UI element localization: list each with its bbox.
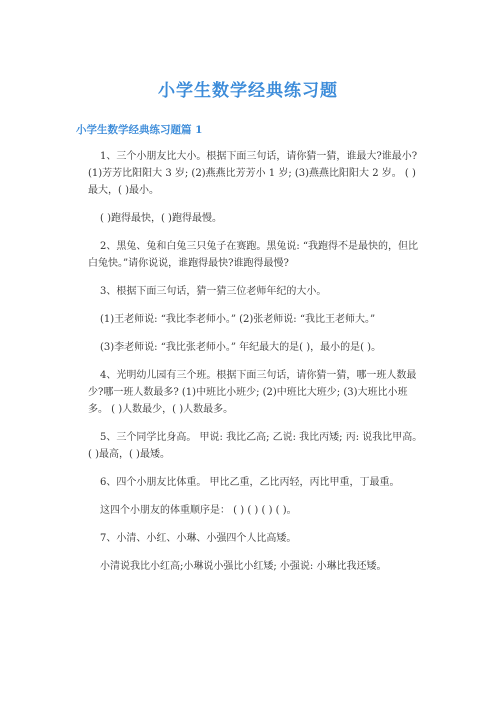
document-body	[88, 148, 424, 586]
paragraph-q7-line1	[88, 558, 424, 575]
paragraph-q4	[88, 367, 424, 418]
paragraph-text: 6、四个小朋友比体重。 甲比乙重，乙比丙轻，丙比甲重，丁最重。	[100, 477, 400, 488]
paragraph-answer-line	[88, 210, 424, 227]
paragraph-text: 1、三个小朋友比大小。根据下面三句话，请你猜一猜，谁最大?谁最小? (1)芳芳比阳阳大 3 岁; (2)燕燕比芳芳小 1 岁; (3)燕燕比阳阳大 2 岁。 ( )最大，( )最小。	[88, 151, 418, 196]
paragraph-q2	[88, 238, 424, 272]
paragraph-q5	[88, 429, 424, 463]
paragraph-q6	[88, 474, 424, 491]
paragraph-text: 这四个小朋友的体重顺序是： ( ) ( ) ( ) ( )。	[100, 505, 297, 516]
paragraph-q6-order	[88, 502, 424, 519]
paragraph-text: (1)王老师说: “我比李老师小。” (2)张老师说: “我比王老师大。”	[100, 314, 376, 325]
paragraph-text: 3、根据下面三句话，猜一猜三位老师年纪的大小。	[100, 286, 327, 297]
page-title: 小学生数学经典练习题	[158, 81, 338, 101]
paragraph-text: 5、三个同学比身高。 甲说: 我比乙高; 乙说: 我比丙矮; 丙: 说我比甲高。( )最高，( )最矮。	[88, 432, 423, 460]
paragraph-text: 4、光明幼儿园有三个班。根据下面三句话，请你猜一猜，哪一班人数最少?哪一班人数最多? (1)中班比小班少; (2)中班比大班少; (3)大班比小班多。 ( )人数最少，( )人数最多。	[88, 370, 417, 415]
paragraph-q3-line1	[88, 311, 424, 328]
paragraph-q1	[88, 148, 424, 199]
paragraph-text: (3)李老师说: “我比张老师小。” 年纪最大的是( )，最小的是( )。	[100, 342, 382, 353]
paragraph-text: ( )跑得最快，( )跑得最慢。	[100, 213, 222, 224]
paragraph-text: 小清说我比小红高;小琳说小强比小红矮; 小强说: 小琳比我还矮。	[100, 561, 387, 572]
section-heading: 小学生数学经典练习题篇 1	[76, 124, 203, 136]
paragraph-q7	[88, 530, 424, 547]
paragraph-text: 7、小清、小红、小琳、小强四个人比高矮。	[100, 533, 297, 544]
paragraph-text: 2、黑兔、兔和白兔三只兔子在赛跑。黑兔说: “我跑得不是最快的，但比白兔快。”请你说说，谁跑得最快?谁跑得最慢?	[88, 241, 419, 269]
paragraph-q3-line2	[88, 339, 424, 356]
paragraph-q3	[88, 283, 424, 300]
